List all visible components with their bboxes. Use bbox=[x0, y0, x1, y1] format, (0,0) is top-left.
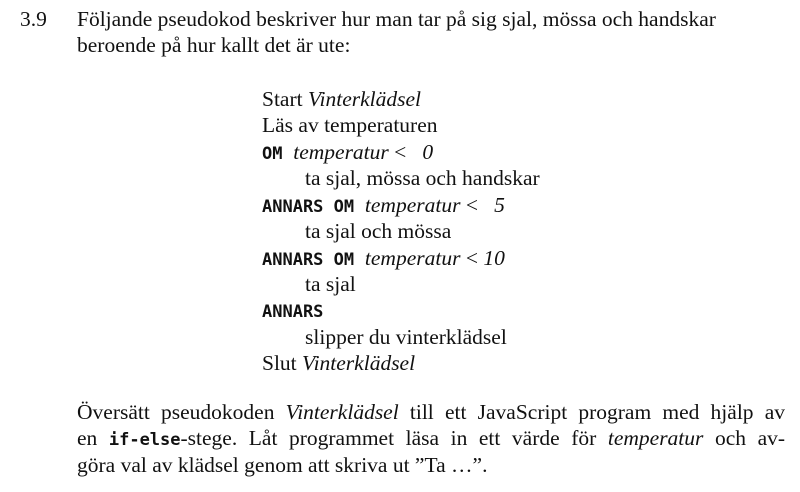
task-line-2: en if-else-stege. Låt programmet läsa in ett värde för temperatur och av- bbox=[77, 426, 786, 450]
pseudo-action-3: ta sjal bbox=[305, 272, 356, 296]
pseudo-action-4: slipper du vinterklädsel bbox=[305, 325, 507, 349]
inline-code: if-else bbox=[108, 430, 181, 450]
pseudo-start: Start Vinterklädsel bbox=[262, 87, 422, 111]
pseudo-read: Läs av temperaturen bbox=[262, 113, 438, 137]
task-line-1: Översätt pseudokoden Vinterklädsel till ett JavaScript program med hjälp av bbox=[77, 400, 786, 424]
pseudo-elseif-10: ANNARS OM temperatur < 10 bbox=[262, 246, 505, 270]
task-line-3: göra val av klädsel genom att skriva ut ”Ta …”. bbox=[77, 453, 488, 477]
pseudo-else: ANNARS bbox=[262, 302, 324, 322]
pseudo-action-1: ta sjal, mössa och handskar bbox=[305, 166, 540, 190]
pseudo-if-0: OM temperatur < 0 bbox=[262, 140, 434, 164]
pseudo-elseif-5: ANNARS OM temperatur < 5 bbox=[262, 193, 505, 217]
intro-line-1: Följande pseudokod beskriver hur man tar på sig sjal, mössa och handskar bbox=[77, 7, 716, 31]
intro-line-2: beroende på hur kallt det är ute: bbox=[77, 33, 351, 57]
pseudo-end: Slut Vinterklädsel bbox=[262, 351, 416, 375]
exercise-number: 3.9 bbox=[20, 7, 47, 31]
pseudo-action-2: ta sjal och mössa bbox=[305, 219, 452, 243]
